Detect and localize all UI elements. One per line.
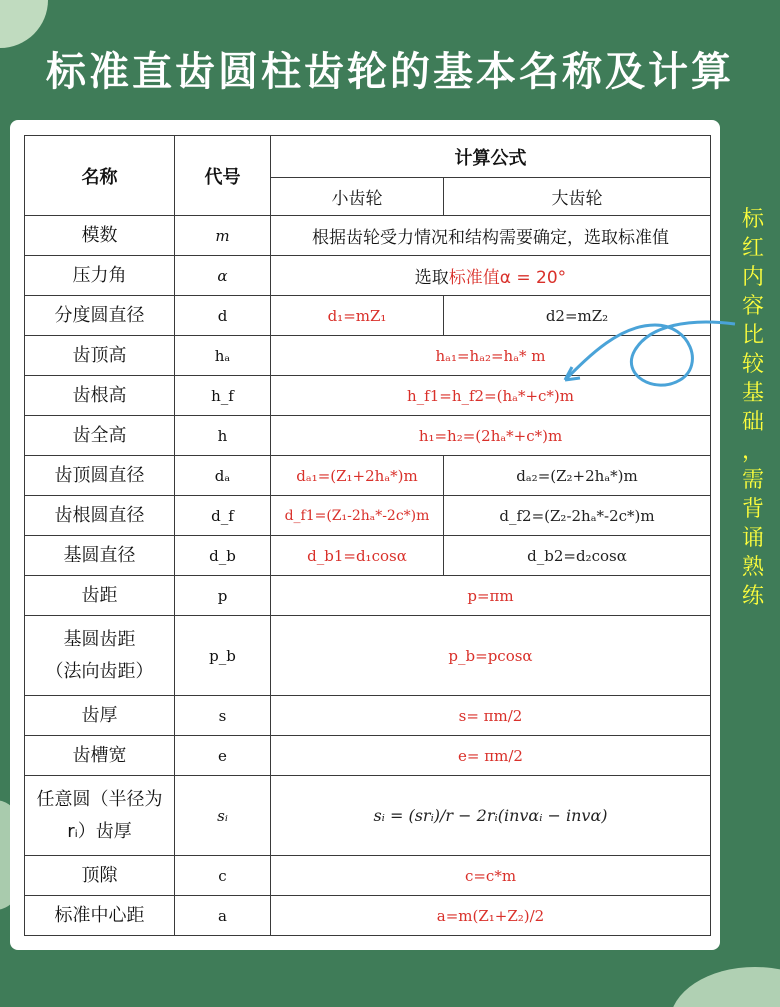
- row-symbol: c: [175, 856, 271, 896]
- row-name: 齿根圆直径: [25, 496, 175, 536]
- side-note-char: 容: [741, 294, 764, 319]
- row-formula-large: d_b2=d₂cosα: [444, 536, 711, 576]
- row-symbol: p_b: [175, 616, 271, 696]
- row-symbol: e: [175, 736, 271, 776]
- row-formula: p=πm: [271, 576, 711, 616]
- row-formula-small: d_b1=d₁cosα: [271, 536, 444, 576]
- header-name: 名称: [25, 136, 175, 216]
- row-symbol: dₐ: [175, 456, 271, 496]
- decor-circle-bottom-right: [670, 967, 780, 1007]
- row-symbol: h: [175, 416, 271, 456]
- side-note-char: 比: [741, 323, 764, 348]
- header-formula: 计算公式: [271, 136, 711, 178]
- header-large-gear: 大齿轮: [444, 178, 711, 216]
- gear-table: [24, 135, 711, 936]
- side-note-char: 础: [741, 410, 764, 435]
- side-note-char: 红: [741, 236, 764, 261]
- table-row: [25, 256, 711, 296]
- row-symbol: m: [175, 216, 271, 256]
- row-symbol: p: [175, 576, 271, 616]
- side-note-char: 练: [741, 584, 764, 609]
- curved-arrow-icon: [540, 300, 740, 410]
- row-name: 基圆齿距 （法向齿距）: [25, 616, 175, 696]
- table-row: [25, 616, 711, 696]
- table-row: [25, 896, 711, 936]
- row-name: 齿全高: [25, 416, 175, 456]
- formula-prefix: 选取: [414, 268, 449, 288]
- header-small-gear: 小齿轮: [271, 178, 444, 216]
- row-name: 模数: [25, 216, 175, 256]
- row-name: 标准中心距: [25, 896, 175, 936]
- row-symbol: hₐ: [175, 336, 271, 376]
- row-name: 齿距: [25, 576, 175, 616]
- row-symbol: sᵢ: [175, 776, 271, 856]
- row-name: 分度圆直径: [25, 296, 175, 336]
- row-formula: p_b=pcosα: [271, 616, 711, 696]
- table-row: [25, 216, 711, 256]
- row-name: 齿根高: [25, 376, 175, 416]
- row-formula: hₐ₁=hₐ₂=hₐ* m: [271, 336, 711, 376]
- side-note: [733, 205, 773, 611]
- row-formula-small: d_f1=(Z₁-2hₐ*-2c*)m: [271, 496, 444, 536]
- side-note-char: 基: [741, 381, 764, 406]
- row-name: 顶隙: [25, 856, 175, 896]
- header-symbol: 代号: [175, 136, 271, 216]
- table-row: [25, 496, 711, 536]
- table-row: [25, 536, 711, 576]
- row-name: 任意圆（半径为 rᵢ）齿厚: [25, 776, 175, 856]
- side-note-char: 背: [741, 497, 764, 522]
- row-name: 齿厚: [25, 696, 175, 736]
- table-row: [25, 856, 711, 896]
- row-symbol: d_b: [175, 536, 271, 576]
- side-note-char: 标: [741, 207, 764, 232]
- side-note-char: 熟: [741, 555, 764, 580]
- page-title: 标准直齿圆柱齿轮的基本名称及计算: [46, 49, 734, 95]
- table-row: [25, 696, 711, 736]
- side-note-char: 内: [741, 265, 764, 290]
- row-symbol: s: [175, 696, 271, 736]
- row-formula: 根据齿轮受力情况和结构需要确定，选取标准值: [271, 216, 711, 256]
- formula-value: 标准值α = 20°: [448, 268, 567, 288]
- row-formula-large: d_f2=(Z₂-2hₐ*-2c*)m: [444, 496, 711, 536]
- row-formula: [271, 256, 711, 296]
- row-symbol: d_f: [175, 496, 271, 536]
- row-formula-small: d₁=mZ₁: [271, 296, 444, 336]
- table-row: [25, 736, 711, 776]
- side-note-char: 需: [741, 468, 764, 493]
- row-formula-small: dₐ₁=(Z₁+2hₐ*)m: [271, 456, 444, 496]
- table-row: [25, 776, 711, 856]
- side-note-char: 诵: [741, 526, 764, 551]
- side-note-char: 较: [741, 352, 764, 377]
- row-name: 齿槽宽: [25, 736, 175, 776]
- table-row: [25, 576, 711, 616]
- row-formula: s= πm/2: [271, 696, 711, 736]
- row-formula: a=m(Z₁+Z₂)/2: [271, 896, 711, 936]
- row-name: 压力角: [25, 256, 175, 296]
- row-formula-large: dₐ₂=(Z₂+2hₐ*)m: [444, 456, 711, 496]
- row-formula: c=c*m: [271, 856, 711, 896]
- row-name: 基圆直径: [25, 536, 175, 576]
- row-symbol: a: [175, 896, 271, 936]
- row-name: 齿顶高: [25, 336, 175, 376]
- row-formula: e= πm/2: [271, 736, 711, 776]
- row-formula: h_f1=h_f2=(hₐ*+c*)m: [271, 376, 711, 416]
- table-row: [25, 416, 711, 456]
- row-formula: sᵢ = (srᵢ)/r − 2rᵢ(invαᵢ − invα): [271, 776, 711, 856]
- table-row: [25, 456, 711, 496]
- row-symbol: d: [175, 296, 271, 336]
- row-formula-large: d2=mZ₂: [444, 296, 711, 336]
- row-symbol: h_f: [175, 376, 271, 416]
- row-symbol: α: [175, 256, 271, 296]
- side-note-char: ，: [741, 439, 764, 464]
- row-formula: h₁=h₂=(2hₐ*+c*)m: [271, 416, 711, 456]
- row-name: 齿顶圆直径: [25, 456, 175, 496]
